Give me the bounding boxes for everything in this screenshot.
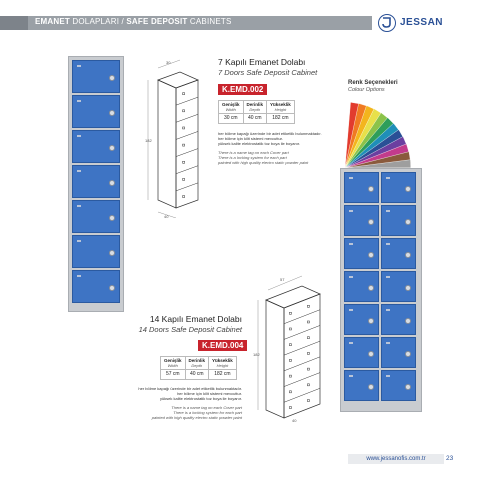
name-tag xyxy=(77,170,81,172)
lock-icon xyxy=(109,215,115,221)
locker-7-door-drawing xyxy=(144,58,210,218)
name-tag xyxy=(349,342,353,344)
lock-icon xyxy=(405,384,411,390)
locker-door xyxy=(344,337,379,368)
lock-icon xyxy=(405,351,411,357)
lock-icon xyxy=(368,351,374,357)
name-tag xyxy=(349,210,353,212)
locker-door xyxy=(72,235,120,268)
name-tag xyxy=(349,309,353,311)
name-tag xyxy=(386,309,390,311)
locker-door xyxy=(72,95,120,128)
lock-icon xyxy=(109,250,115,256)
page-title: EMANET DOLAPLARI / SAFE DEPOSIT CABINETS xyxy=(35,17,232,26)
depth-header: Derinlik Depth xyxy=(185,357,209,370)
lock-icon xyxy=(405,219,411,225)
locker-door xyxy=(381,238,416,269)
product-7-code-badge: K.EMD.002 xyxy=(218,84,267,95)
logo-text: JESSAN xyxy=(400,17,444,28)
product-14-desc-en-1: There is a name tag on each Cover part xyxy=(171,405,242,410)
height-value: 182 cm xyxy=(209,370,237,380)
header-band-accent xyxy=(0,16,28,30)
locker-door xyxy=(344,271,379,302)
lock-icon xyxy=(109,145,115,151)
locker-door xyxy=(344,370,379,401)
product-7-desc-en-3: painted with high quality electro static powder paint xyxy=(218,160,309,165)
locker-door xyxy=(381,205,416,236)
page-header xyxy=(0,0,480,34)
colour-fan-icon xyxy=(337,96,417,176)
locker-door xyxy=(344,205,379,236)
locker-14-door-drawing xyxy=(252,272,332,422)
drawing-depth-label: 40 xyxy=(164,214,169,218)
product-14-dimensions-table xyxy=(160,356,237,380)
lock-icon xyxy=(368,219,374,225)
locker-door xyxy=(344,238,379,269)
height-header: Yükseklik Height xyxy=(267,101,295,114)
lock-icon xyxy=(368,318,374,324)
product-7-desc-tr-3: yüksek kalite elektrostatik toz boya ile boyanır. xyxy=(218,141,301,146)
name-tag xyxy=(77,135,81,137)
product-7-desc-tr-2: her bölme için kilit sistemi mevcuttur. xyxy=(218,136,283,141)
locker-door xyxy=(72,60,120,93)
product-7-title: 7 Kapılı Emanet Dolabı xyxy=(218,57,306,67)
lock-icon xyxy=(109,110,115,116)
product-7-desc-en-1: There is a name tag on each Cover part xyxy=(218,150,289,155)
product-14-desc-tr-1: her bölme kapağı üzerinde bir adet etiketlik bulunmaktadır. xyxy=(138,386,242,391)
name-tag xyxy=(349,243,353,245)
locker-door xyxy=(344,172,379,203)
name-tag xyxy=(77,275,81,277)
lock-icon xyxy=(368,384,374,390)
name-tag xyxy=(386,375,390,377)
name-tag xyxy=(386,276,390,278)
product-7-dimensions-table xyxy=(218,100,295,124)
drawing-depth-label: 40 xyxy=(292,418,297,422)
name-tag xyxy=(386,243,390,245)
lock-icon xyxy=(405,186,411,192)
locker-door xyxy=(344,304,379,335)
lock-icon xyxy=(109,75,115,81)
name-tag xyxy=(386,177,390,179)
name-tag xyxy=(77,100,81,102)
locker-door xyxy=(72,130,120,163)
drawing-height-label: 182 xyxy=(253,352,260,357)
lock-icon xyxy=(405,285,411,291)
footer-website-link[interactable]: www.jessanofis.com.tr xyxy=(348,454,444,464)
name-tag xyxy=(349,375,353,377)
locker-door xyxy=(72,270,120,303)
product-7-subtitle: 7 Doors Safe Deposit Cabinet xyxy=(218,68,318,77)
page-number: 23 xyxy=(446,455,454,462)
lock-icon xyxy=(368,252,374,258)
name-tag xyxy=(77,65,81,67)
colour-options-title: Renk Seçenekleri xyxy=(348,80,398,86)
name-tag xyxy=(77,240,81,242)
height-header: Yükseklik Height xyxy=(209,357,237,370)
lock-icon xyxy=(405,252,411,258)
name-tag xyxy=(386,210,390,212)
height-value: 182 cm xyxy=(267,114,295,124)
width-header: Genişlik Width xyxy=(219,101,244,114)
drawing-width-label: 57 xyxy=(280,277,285,282)
product-14-code-badge: K.EMD.004 xyxy=(198,340,247,351)
lock-icon xyxy=(109,285,115,291)
name-tag xyxy=(349,177,353,179)
product-14-desc-en-3: painted with high quality electro static powder paint xyxy=(151,415,242,420)
drawing-width-label: 30 xyxy=(166,60,171,65)
locker-door xyxy=(72,165,120,198)
product-7-desc-tr-1: her bölme kapağı üzerinde bir adet etiketlik bulunmaktadır. xyxy=(218,131,322,136)
name-tag xyxy=(77,205,81,207)
locker-door xyxy=(381,304,416,335)
lock-icon xyxy=(368,285,374,291)
width-header: Genişlik Width xyxy=(161,357,186,370)
name-tag xyxy=(386,342,390,344)
locker-door xyxy=(381,271,416,302)
product-7-desc-en-2: There is a locking system for each part xyxy=(218,155,287,160)
drawing-height-label: 182 xyxy=(145,138,152,143)
logo-mark-icon xyxy=(378,14,396,32)
depth-value: 40 cm xyxy=(185,370,209,380)
name-tag xyxy=(349,276,353,278)
product-14-desc-tr-2: her bölme için kilit sistemi mevcuttur. xyxy=(177,391,242,396)
depth-value: 40 cm xyxy=(243,114,267,124)
width-value: 30 cm xyxy=(219,114,244,124)
width-value: 57 cm xyxy=(161,370,186,380)
locker-7-door-photo xyxy=(68,56,124,312)
product-14-title: 14 Kapılı Emanet Dolabı xyxy=(149,314,242,324)
locker-door xyxy=(72,200,120,233)
product-14-desc-en-2: There is a locking system for each part xyxy=(173,410,242,415)
depth-header: Derinlik Depth xyxy=(243,101,267,114)
product-14-desc-tr-3: yüksek kalite elektrostatik toz boya ile boyanır. xyxy=(159,396,242,401)
locker-door xyxy=(381,172,416,203)
locker-door xyxy=(381,337,416,368)
lock-icon xyxy=(368,186,374,192)
lock-icon xyxy=(405,318,411,324)
colour-options-subtitle: Colour Options xyxy=(348,87,385,93)
locker-14-door-photo xyxy=(340,168,422,412)
lock-icon xyxy=(109,180,115,186)
product-14-subtitle: 14 Doors Safe Deposit Cabinet xyxy=(138,325,242,334)
brand-logo[interactable] xyxy=(378,14,458,32)
locker-door xyxy=(381,370,416,401)
